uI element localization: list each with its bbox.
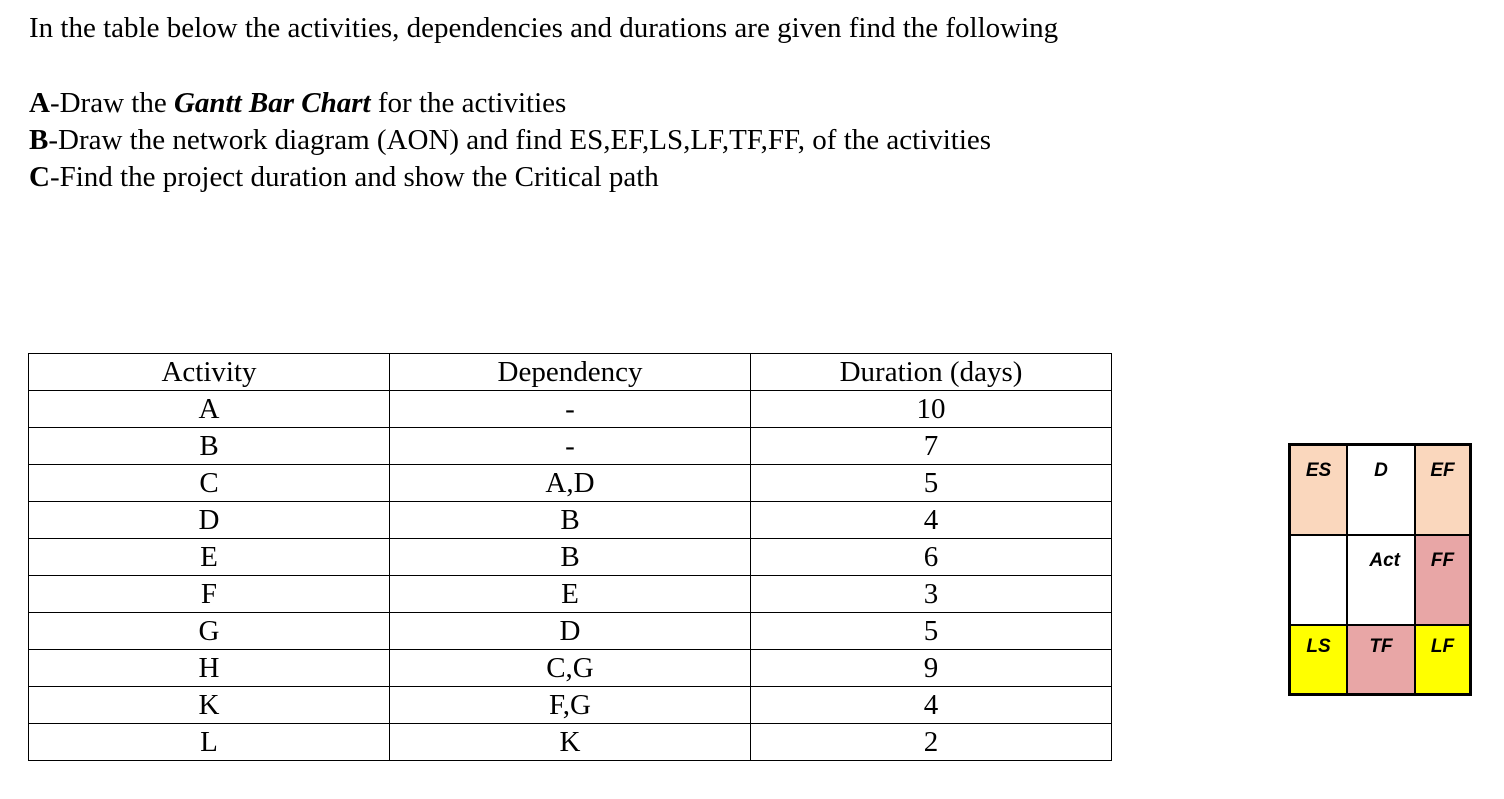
cell-dependency: A,D bbox=[390, 465, 751, 502]
legend-tf: TF bbox=[1347, 625, 1415, 694]
question-b bbox=[29, 122, 991, 158]
header-activity: Activity bbox=[29, 354, 390, 391]
cell-activity: B bbox=[29, 428, 390, 465]
cell-dependency: - bbox=[390, 391, 751, 428]
question-a-post: for the activities bbox=[370, 87, 567, 119]
cell-activity: H bbox=[29, 650, 390, 687]
table-row bbox=[29, 724, 1112, 761]
question-c-text: -Find the project duration and show the Critical path bbox=[49, 161, 659, 193]
table-header-row bbox=[29, 354, 1112, 391]
cell-activity: L bbox=[29, 724, 390, 761]
cell-dependency: E bbox=[390, 576, 751, 613]
legend-es: ES bbox=[1290, 445, 1347, 535]
cell-activity: F bbox=[29, 576, 390, 613]
question-a bbox=[29, 85, 566, 121]
table-row bbox=[29, 650, 1112, 687]
cell-duration: 7 bbox=[751, 428, 1112, 465]
cell-dependency: K bbox=[390, 724, 751, 761]
table-row bbox=[29, 539, 1112, 576]
question-a-emphasis: Gantt Bar Chart bbox=[173, 87, 371, 119]
cell-dependency: C,G bbox=[390, 650, 751, 687]
cell-dependency: - bbox=[390, 428, 751, 465]
table-row bbox=[29, 428, 1112, 465]
legend-d: D bbox=[1347, 445, 1415, 535]
cell-duration: 3 bbox=[751, 576, 1112, 613]
table-row bbox=[29, 687, 1112, 724]
question-c-letter: C bbox=[29, 161, 50, 193]
table-row bbox=[29, 502, 1112, 539]
cell-activity: A bbox=[29, 391, 390, 428]
question-a-letter: A bbox=[29, 87, 50, 119]
cell-duration: 5 bbox=[751, 465, 1112, 502]
cell-duration: 2 bbox=[751, 724, 1112, 761]
header-dependency: Dependency bbox=[390, 354, 751, 391]
table-row bbox=[29, 613, 1112, 650]
cell-activity: E bbox=[29, 539, 390, 576]
cell-duration: 4 bbox=[751, 687, 1112, 724]
header-duration: Duration (days) bbox=[751, 354, 1112, 391]
cell-activity: C bbox=[29, 465, 390, 502]
cell-duration: 6 bbox=[751, 539, 1112, 576]
cell-duration: 4 bbox=[751, 502, 1112, 539]
legend-ls: LS bbox=[1290, 625, 1347, 694]
intro-text: In the table below the activities, dependencies and durations are given find the following bbox=[29, 12, 1059, 44]
activity-table bbox=[28, 353, 1112, 761]
legend-ff: FF bbox=[1415, 535, 1470, 625]
question-b-letter: B bbox=[29, 124, 49, 156]
table-row bbox=[29, 576, 1112, 613]
cell-activity: K bbox=[29, 687, 390, 724]
table-row bbox=[29, 391, 1112, 428]
cell-activity: G bbox=[29, 613, 390, 650]
cell-dependency: B bbox=[390, 539, 751, 576]
cell-dependency: D bbox=[390, 613, 751, 650]
table-row bbox=[29, 465, 1112, 502]
legend-blank bbox=[1290, 535, 1347, 625]
legend-act: Act bbox=[1347, 535, 1415, 625]
cell-dependency: B bbox=[390, 502, 751, 539]
cell-duration: 10 bbox=[751, 391, 1112, 428]
question-b-text: -Draw the network diagram (AON) and find ES,EF,LS,LF,TF,FF, of the activities bbox=[48, 124, 992, 156]
question-c bbox=[29, 159, 659, 195]
cell-dependency: F,G bbox=[390, 687, 751, 724]
aon-node-legend bbox=[1288, 443, 1472, 696]
legend-ef: EF bbox=[1415, 445, 1470, 535]
cell-duration: 9 bbox=[751, 650, 1112, 687]
cell-duration: 5 bbox=[751, 613, 1112, 650]
legend-lf: LF bbox=[1415, 625, 1470, 694]
cell-activity: D bbox=[29, 502, 390, 539]
question-a-pre: -Draw the bbox=[49, 87, 174, 119]
